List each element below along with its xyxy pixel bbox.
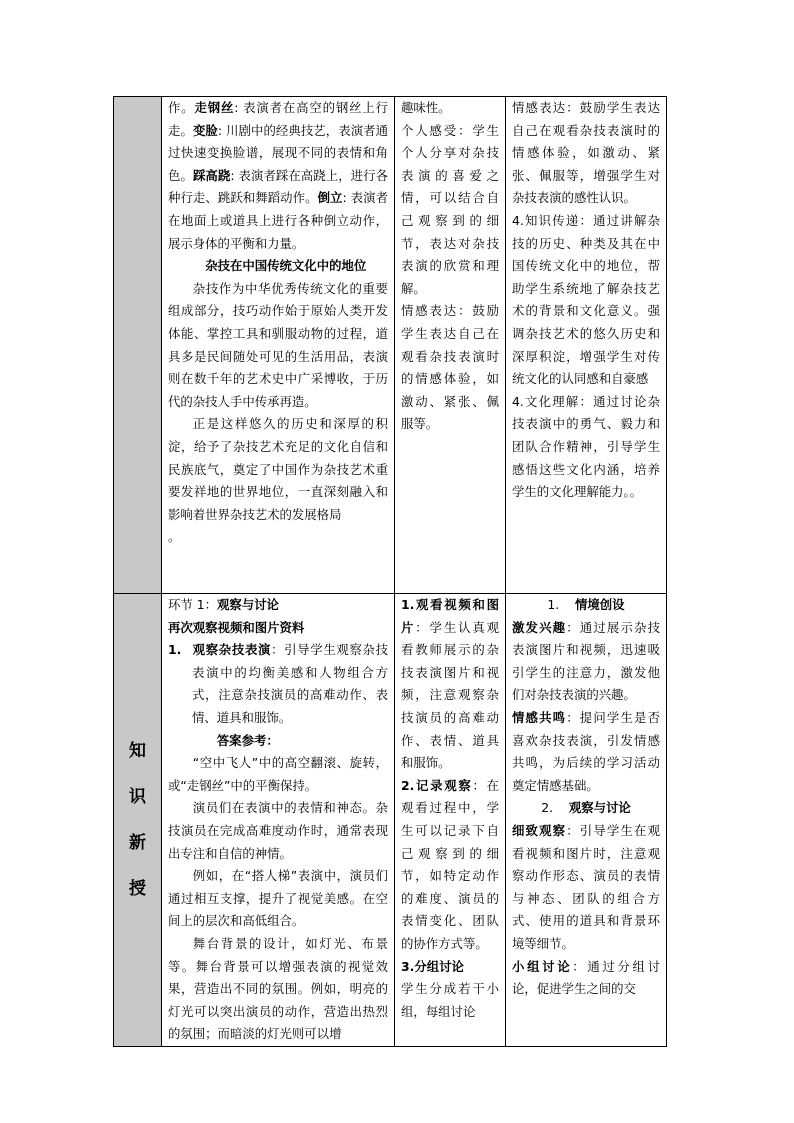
table-row	[114, 594, 667, 1047]
paragraph: 杂技作为中华优秀传统文化的重要组成部分，技巧动作始于原始人类开发体能、掌控工具和驯服动物的过程，道具多是民间随处可见的生活用品，表演则在数千年的艺术史中广采博收，于历代的杂技人手中传承再造。	[168, 280, 388, 409]
side-label-char: 知	[129, 740, 146, 761]
list-item: 1. 观察杂技表演：引导学生观察杂技表演中的均衡美感和人物组合方式，注意杂技演员的高难动作、表情、道具和服饰。	[168, 642, 389, 725]
text-run: : 表演者在地面上或道具上进行各种倒立动作，展示身体的平衡和力量。	[168, 190, 389, 251]
paragraph	[401, 97, 499, 120]
paragraph: 4.文化理解：通过讨论杂技表演中的勇气、毅力和团队合作精神，引导学生感悟这些文化内涵，培养学生的文化理解能力。。	[512, 393, 660, 500]
paragraph: 学生分成若干小组，每组讨论	[401, 981, 499, 1019]
paragraph: 2.记录观察：在观看过程中，学生可以记录下自己观察到的细节，如特定动作的难度、演员的表情变化、团队的协作方式等。	[401, 777, 499, 951]
paragraph: 舞台背景的设计，如灯光、布景等。舞台背景可以增强表演的视觉效果，营造出不同的氛围。例如，明亮的灯光可以突出演员的动作，营造出热烈的氛围；而暗淡的灯光则可以增	[168, 935, 388, 1042]
paragraph: 例如，在“搭人梯”表演中，演员们通过相互支撑，提升了视觉美感。在空间上的层次和高低组合。	[168, 868, 388, 929]
subtitle: 再次观察视频和图片资料	[168, 619, 305, 635]
answer-label: 答案参考：	[216, 732, 279, 748]
term-label: 变脸	[192, 122, 218, 138]
item-text: 学生个人分享对杂技表演的喜爱之情，可以结合自己观察到的细节，表达对杂技表演的欣赏和理解。	[401, 122, 500, 296]
design-intent-cell	[506, 97, 667, 594]
student-activity-cell	[395, 594, 506, 1047]
paragraph: 激发兴趣：通过展示杂技表演图片和视频，迅速吸引学生的注意力，激发他们对杂技表演的兴趣。	[512, 619, 661, 703]
paragraph: 情感表达：鼓励学生表达自己在观看杂技表演时的情感体验，如激动、紧张、佩服等，增强学生对杂技表演的感性认识。	[512, 100, 660, 206]
text-run: : 川剧中的经典技艺，表演者通过快速变换脸谱，展现不同的表情和角色。	[168, 122, 389, 183]
side-label-char: 新	[129, 832, 146, 853]
term-label: 走钢丝	[194, 100, 235, 115]
term-label: 倒立	[317, 190, 343, 206]
paragraph: 。	[168, 529, 181, 545]
side-label-cell	[114, 594, 162, 1047]
lesson-plan-table	[113, 96, 667, 1047]
side-label-cell	[114, 97, 162, 594]
content-cell	[162, 594, 395, 1047]
text-run: 作。	[168, 100, 195, 115]
paragraph: “空中飞人”中的高空翻滚、旋转，或“走钢丝”中的平衡保持。	[168, 755, 388, 793]
section-heading: 杂技在中国传统文化中的地位	[205, 258, 367, 274]
side-label-char: 识	[129, 786, 146, 807]
item-text: 趣味性。	[401, 100, 451, 115]
design-intent-cell	[506, 594, 667, 1047]
text-run: : 表演者踩在高跷上，进行各种行走、跳跃和舞蹈动作。	[168, 167, 389, 206]
paragraph	[401, 120, 499, 301]
item-label: 个人感受：	[401, 122, 473, 138]
paragraph: 1.观看视频和图片：学生认真观看教师展示的杂技表演图片和视频，注意观察杂技演员的高难动作、表情、道具和服饰。	[401, 597, 500, 771]
content-cell	[162, 97, 395, 594]
term-label: 踩高跷	[192, 167, 231, 183]
paragraph: 3.分组讨论	[401, 958, 464, 974]
paragraph: 情感共鸣：提问学生是否喜欢杂技表演，引发情感共鸣，为后续的学习活动奠定情感基础。	[512, 709, 661, 793]
student-activity-cell	[395, 97, 506, 594]
section-heading: 1. 情境创设	[547, 597, 625, 612]
text-run: : 表演者在高空的钢丝上行走。	[168, 100, 388, 138]
section-heading: 2. 观察与讨论	[541, 800, 631, 816]
paragraph: 4.知识传递：通过讲解杂技的历史、种类及其在中国传统文化中的地位，帮助学生系统地了解杂技艺术的背景和文化意义。强调杂技艺术的悠久历史和深厚积淀，增强学生对传统文化的认同感和自豪感	[512, 212, 660, 387]
side-label-char: 授	[129, 878, 146, 899]
paragraph	[401, 300, 499, 436]
item-text: 鼓励学生表达自己在观看杂技表演时的情感体验，如激动、紧张、佩服等。	[401, 303, 500, 432]
paragraph: 小组讨论：通过分组讨论，促进学生之间的交	[512, 958, 661, 997]
paragraph: 演员们在表演中的表情和神态。杂技演员在完成高难度动作时，通常表现出专注和自信的神情。	[168, 800, 388, 861]
link-title: 环节 1：观察与讨论	[168, 597, 279, 612]
paragraph: 细致观察：引导学生在观看视频和图片时，注意观察动作形态、演员的表情与神态、团队的组合方式、使用的道具和背景环境等细节。	[512, 822, 661, 951]
table-row	[114, 97, 667, 594]
paragraph: 正是这样悠久的历史和深厚的积淀，给予了杂技艺术充足的文化自信和民族底气，奠定了中国作为杂技艺术重要发祥地的世界地位，一直深刻融入和影响着世界杂技艺术的发展格局	[168, 416, 388, 522]
item-label: 情感表达：	[401, 303, 473, 319]
paragraph	[168, 97, 388, 255]
